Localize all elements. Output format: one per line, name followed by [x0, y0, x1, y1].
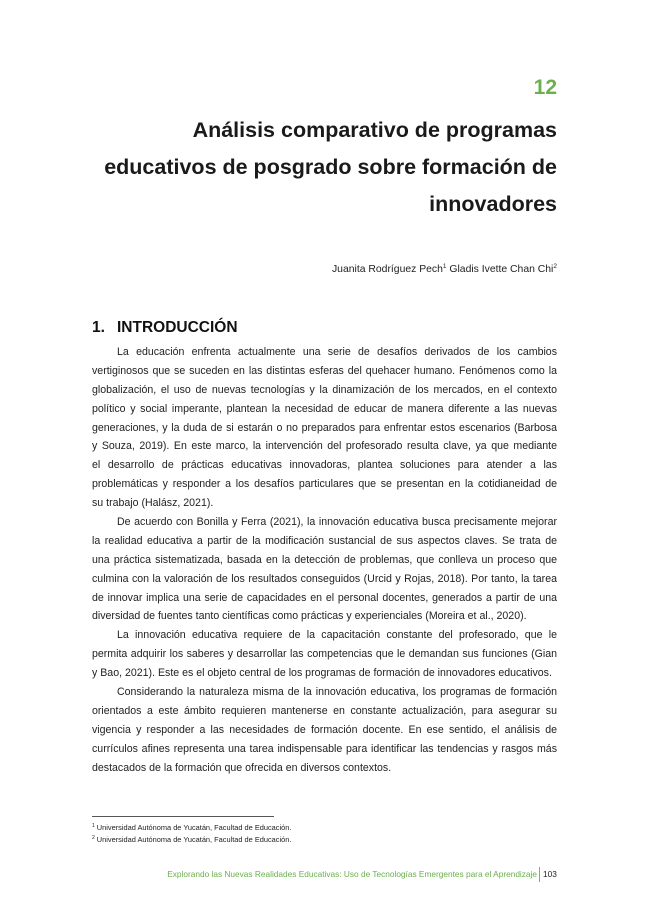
paragraph-line: una práctica sistematizada, basada en la detección de problemas, que conlleva un proceso que: [92, 553, 557, 566]
paragraph-line: y Bao, 2021). Este es el objeto central de los programas de formación de innovadores educativos.: [92, 667, 552, 680]
footer-divider: [539, 867, 540, 882]
footnote-text: Universidad Autónoma de Yucatán, Facultad de Educación.: [96, 835, 292, 844]
footnote-marker[interactable]: 1: [442, 263, 447, 270]
paragraph-line: generaciones, y la duda de si estarán o no preparados para enfrentar estos escenarios (Barbosa: [92, 421, 557, 434]
paragraph-line: currículos afines representa una tarea indispensable para identificar las tendencias y rasgos más: [92, 742, 557, 755]
chapter-title-line: Análisis comparativo de programas: [192, 118, 557, 142]
paragraph-line: problemáticas y responder a los desafíos particulares que se presentan en la cotidianeidad de: [92, 478, 557, 491]
footer-book-title: Explorando las Nuevas Realidades Educativas: Uso de Tecnologías Emergentes para el Aprendizaje: [167, 869, 537, 879]
chapter-title-line: educativos de posgrado sobre formación de: [104, 155, 557, 179]
paragraph-line: orientados a este ámbito requieren mantenerse en constante actualización, para asegurar su: [92, 704, 557, 717]
paragraph-line: permita adquirir los saberes y desarrollar las competencias que le demandan sus funciones (Gian: [92, 648, 557, 661]
paragraph-line: culmina con la valoración de los resultados conseguidos (Urcid y Rojas, 2018). Por tanto, la tarea: [92, 572, 557, 585]
footnote-text: Universidad Autónoma de Yucatán, Facultad de Educación.: [96, 823, 292, 832]
paragraph-line: político y social imperante, plantean la necesidad de educar de manera diferente a las nuevas: [92, 402, 557, 415]
section-title: INTRODUCCIÓN: [117, 319, 238, 336]
paragraph-line: La educación enfrenta actualmente una serie de desafíos derivados de los cambios: [117, 346, 557, 358]
paragraph-line: La innovación educativa requiere de la capacitación constante del profesorado, que le: [117, 629, 557, 642]
paragraph-line: Considerando la naturaleza misma de la innovación educativa, los programas de formación: [117, 686, 557, 699]
paragraph-line: de innovar implica una serie de capacidades en el personal docentes, generados a partir de una: [92, 591, 557, 604]
footnote-number: 1: [92, 823, 95, 829]
paragraph-line: su trabajo (Halász, 2021).: [92, 497, 214, 510]
footnote: [92, 833, 291, 845]
paragraph-line: la realidad educativa a partir de la modificación sustancial de sus aspectos claves. Se trata de: [92, 534, 557, 547]
footnote-marker[interactable]: 2: [553, 263, 557, 270]
chapter-title-line: innovadores: [429, 192, 557, 216]
page-footer: [0, 868, 650, 882]
page-number: 103: [543, 869, 557, 879]
body-text: [92, 343, 557, 777]
author-name: Gladis Ivette Chan Chi: [446, 264, 554, 275]
paragraph-line: diversidad de fuentes tanto científicas como prácticas y experienciales (Moreira et al., 2020).: [92, 610, 527, 623]
footnote: [92, 821, 291, 833]
paragraph-line: destacados de la formación que ofrecida en diversos contextos.: [92, 761, 392, 774]
chapter-number: 12: [533, 76, 557, 99]
section-heading: [92, 319, 238, 337]
chapter-title: [70, 112, 557, 223]
footnote-divider: [92, 816, 274, 817]
footnotes: [92, 821, 291, 845]
author-name: Juanita Rodríguez Pech: [331, 264, 443, 275]
paragraph-line: vertiginosos que se suceden en las distintas esferas del quehacer humano. Fenómenos como la: [92, 364, 557, 377]
section-number: 1.: [92, 319, 105, 336]
paragraph-line: vigencia y responder a las necesidades de formación docente. En ese sentido, el análisis de: [92, 723, 557, 736]
paragraph-line: globalización, el uso de nuevas tecnologías y la dinamización de los mercados, en el contexto: [92, 383, 557, 396]
paragraph-line: el desarrollo de prácticas educativas innovadoras, plantea soluciones para atender a las: [92, 459, 557, 472]
paragraph-line: y Souza, 2019). En este marco, la intervención del profesorado resulta clave, ya que mediante: [92, 440, 557, 453]
footnote-number: 2: [92, 835, 95, 841]
author-line: [0, 263, 557, 275]
paragraph-line: De acuerdo con Bonilla y Ferra (2021), la innovación educativa busca precisamente mejorar: [117, 516, 557, 529]
